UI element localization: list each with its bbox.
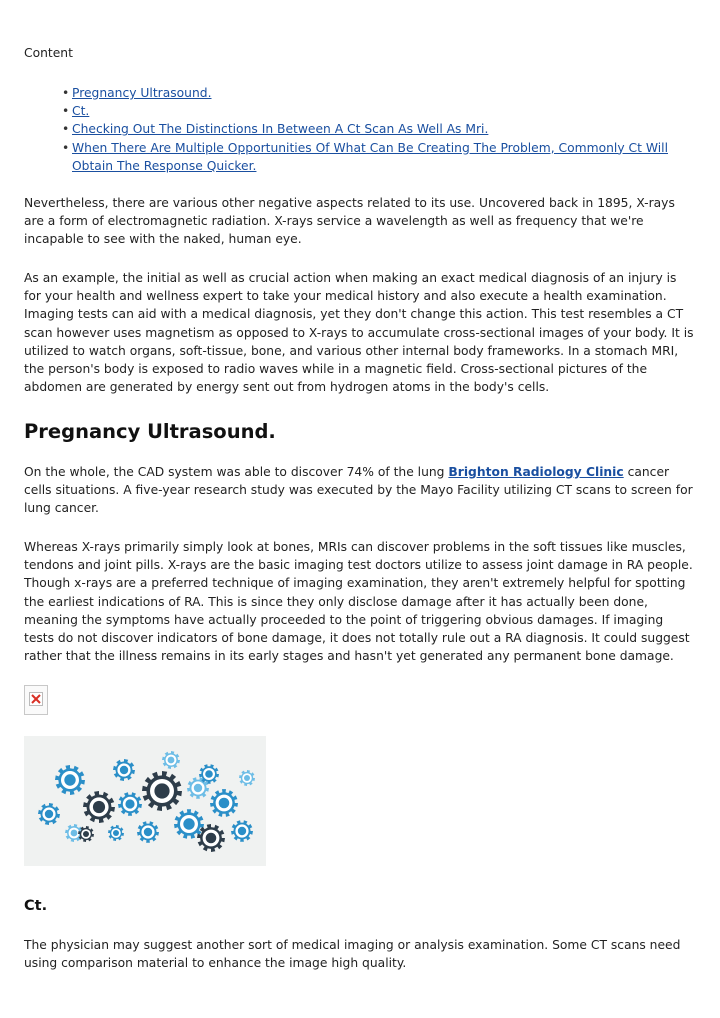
section-heading-ct: Ct. <box>24 898 48 914</box>
gear-icon <box>108 825 124 841</box>
gear-icon <box>197 824 225 852</box>
gear-icon <box>118 792 142 816</box>
gear-icon <box>162 751 180 769</box>
gear-icon <box>142 771 182 811</box>
gear-icon <box>83 791 115 823</box>
toc-item <box>62 102 696 120</box>
toc-link-multiple-opportunities[interactable]: When There Are Multiple Opportunities Of What Can Be Creating The Problem, Commonly Ct Will Obtain The Response Quicker. <box>72 140 668 173</box>
gear-icon <box>199 764 219 784</box>
gear-icon <box>239 770 255 786</box>
medical-gears-illustration <box>24 736 266 866</box>
toc-item <box>62 139 696 175</box>
brighton-radiology-clinic-link[interactable]: Brighton Radiology Clinic <box>448 465 624 479</box>
gear-icon <box>38 803 60 825</box>
gear-icon <box>113 759 135 781</box>
toc-link-ct-vs-mri[interactable]: Checking Out The Distinctions In Between A Ct Scan As Well As Mri. <box>72 122 489 137</box>
gear-icon <box>137 821 159 843</box>
content-label: Content <box>24 46 73 60</box>
section2-paragraph-1: The physician may suggest another sort of medical imaging or analysis examination. Some CT scans need using comparison material to enhance the image high quality. <box>24 938 681 971</box>
section1-p1-text-after: cancer cells situations. A five-year research study was executed by the Mayo Facility utilizing CT scans to screen for lung cancer. <box>24 465 693 516</box>
toc-link-ct[interactable]: Ct. <box>72 104 90 119</box>
intro-paragraph-1: Nevertheless, there are various other negative aspects related to its use. Uncovered back in 1895, X-rays are a form of electromagnetic radiation. X-rays service a wavelength as well as frequency that we're incapable to see with the naked, human eye. <box>24 196 675 247</box>
section1-p1-text-before: On the whole, the CAD system was able to discover 74% of the lung <box>24 465 449 479</box>
toc-item <box>62 120 696 138</box>
gear-icon <box>55 765 85 795</box>
table-of-contents <box>62 84 696 175</box>
toc-item <box>62 84 696 102</box>
toc-link-pregnancy-ultrasound[interactable]: Pregnancy Ultrasound. <box>72 86 212 100</box>
intro-paragraph-2: As an example, the initial as well as crucial action when making an exact medical diagnosis of an injury is for your health and wellness expert to take your medical history and also execute a health examination. Imaging tests can aid with a medical diagnosis, yet they don't change this action. This test resembles a CT scan however uses magnetism as opposed to X-rays to accumulate cross-sectional images of your body. It is utilized to watch organs, soft-tissue, bone, and various other internal body frameworks. In a stomach MRI, the person's body is exposed to radio waves while in a magnetic field. Cross-sectional pictures of the abdomen are generated by energy sent out from hydrogen atoms in the body's cells. <box>24 271 694 395</box>
broken-image-icon <box>24 685 48 715</box>
section-heading-pregnancy-ultrasound: Pregnancy Ultrasound. <box>24 420 276 443</box>
section1-paragraph-1 <box>24 463 696 518</box>
section1-paragraph-2: Whereas X-rays primarily simply look at bones, MRIs can discover problems in the soft tissues like muscles, tendons and joint pills. X-rays are the basic imaging test doctors utilize to assess joint damage in RA people. Though x-rays are a preferred technique of imaging examination, they aren't extremely helpful for spotting the earliest indications of RA. This is since they only disclose damage after it has actually been done, meaning the symptoms have actually proceeded to the point of triggering obvious damages. If imaging tests do not discover indicators of bone damage, it does not totally rule out a RA diagnosis. It could suggest rather that the illness remains in its early stages and hasn't yet generated any permanent bone damage. <box>24 540 693 664</box>
gear-icon <box>210 789 238 817</box>
gears-svg <box>24 736 266 866</box>
gear-icon <box>231 820 253 842</box>
